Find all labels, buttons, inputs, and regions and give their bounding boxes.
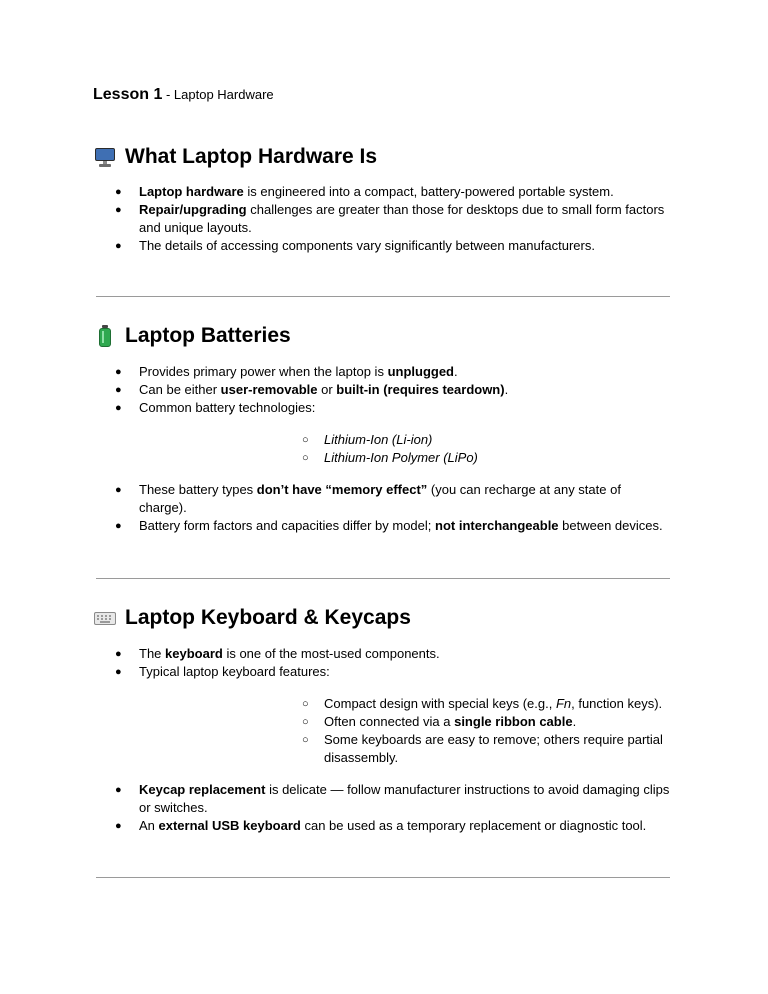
body-text: Typical laptop keyboard features: — [139, 664, 330, 679]
body-text: is engineered into a compact, battery-powered portable system. — [243, 184, 614, 199]
bullet-glyph: ● — [115, 784, 122, 796]
body-text: An — [139, 818, 159, 833]
sub-bullet-glyph: ○ — [302, 698, 309, 710]
sub-list-item — [139, 431, 670, 449]
bullet-list — [0, 183, 768, 255]
battery-icon — [94, 325, 116, 347]
italic-text: Fn — [555, 696, 572, 711]
body-text: , function keys). — [571, 696, 663, 711]
list-item — [0, 781, 768, 817]
body-text: can be used as a temporary replacement or diagnostic tool. — [300, 818, 647, 833]
body-text: These battery types — [139, 482, 257, 497]
list-item — [0, 201, 768, 237]
bullet-glyph: ● — [115, 240, 122, 252]
bullet-glyph: ● — [115, 402, 122, 414]
bullet-list — [0, 363, 768, 535]
bullet-glyph: ● — [115, 484, 122, 496]
section-title: What Laptop Hardware Is — [125, 145, 378, 168]
italic-text: Lithium-Ion Polymer (LiPo) — [324, 450, 478, 465]
body-text: or — [317, 382, 337, 397]
desktop-computer-icon — [94, 146, 116, 168]
list-item — [0, 381, 768, 399]
lesson-label: Lesson 1 — [93, 86, 163, 103]
body-text: is delicate — follow manufacturer instructions to avoid damaging clips or switches. — [139, 782, 670, 815]
bullet-glyph: ● — [115, 384, 122, 396]
bullet-list — [0, 645, 768, 835]
body-text: (you can recharge at any state of charge). — [139, 482, 621, 515]
body-text: Common battery technologies: — [139, 400, 316, 415]
bullet-glyph: ● — [115, 366, 122, 378]
bullet-glyph: ● — [115, 648, 122, 660]
list-item — [0, 237, 768, 255]
list-item — [0, 517, 768, 535]
section-divider — [96, 578, 670, 579]
body-text: Often connected via a — [324, 714, 455, 729]
section-heading — [94, 144, 377, 170]
bullet-glyph: ● — [115, 520, 122, 532]
section-heading — [94, 323, 291, 349]
section-title: Laptop Batteries — [125, 324, 291, 347]
body-text: . — [572, 714, 577, 729]
lesson-header — [93, 86, 274, 104]
body-text: . — [454, 364, 458, 379]
sub-bullet-glyph: ○ — [302, 716, 309, 728]
bullet-glyph: ● — [115, 666, 122, 678]
list-item — [0, 663, 768, 767]
bold-text: built-in (requires teardown) — [336, 382, 505, 397]
body-text: between devices. — [558, 518, 663, 533]
body-text: Some keyboards are easy to remove; others require partial disassembly. — [324, 732, 663, 765]
bold-text: keyboard — [165, 646, 223, 661]
bold-text: external USB keyboard — [158, 818, 301, 833]
body-text: The details of accessing components vary significantly between manufacturers. — [139, 238, 595, 253]
list-item — [0, 645, 768, 663]
section-divider — [96, 877, 670, 878]
lesson-separator: - — [162, 87, 174, 102]
bold-text: Keycap replacement — [139, 782, 266, 797]
body-text: Battery form factors and capacities differ by model; — [139, 518, 436, 533]
bold-text: user-removable — [220, 382, 318, 397]
section-title: Laptop Keyboard & Keycaps — [125, 606, 411, 629]
sub-list-item — [139, 449, 670, 467]
section-divider — [96, 296, 670, 297]
sub-bullet-glyph: ○ — [302, 452, 309, 464]
list-item — [0, 481, 768, 517]
sub-bullet-list — [139, 695, 670, 767]
list-item — [0, 399, 768, 467]
list-item — [0, 363, 768, 381]
bold-text: Laptop hardware — [139, 184, 244, 199]
sub-bullet-glyph: ○ — [302, 734, 309, 746]
body-text: Provides primary power when the laptop is — [139, 364, 388, 379]
sub-bullet-glyph: ○ — [302, 434, 309, 446]
sub-list-item — [139, 713, 670, 731]
body-text: . — [504, 382, 509, 397]
sub-bullet-list — [139, 431, 670, 467]
body-text: The — [139, 646, 166, 661]
body-text: challenges are greater than those for desktops due to small form factors and unique layouts. — [139, 202, 665, 235]
bullet-glyph: ● — [115, 820, 122, 832]
bullet-glyph: ● — [115, 204, 122, 216]
keyboard-icon — [94, 607, 116, 629]
body-text: is one of the most-used components. — [222, 646, 440, 661]
list-item — [0, 817, 768, 835]
sub-list-item — [139, 731, 670, 767]
list-item — [0, 183, 768, 201]
bold-text: don’t have “memory effect” — [256, 482, 428, 497]
bold-text: not interchangeable — [435, 518, 559, 533]
italic-text: Lithium-Ion (Li-ion) — [324, 432, 433, 447]
lesson-subtitle: Laptop Hardware — [173, 87, 274, 102]
section-heading — [94, 605, 411, 631]
bold-text: single ribbon cable — [454, 714, 573, 729]
bullet-glyph: ● — [115, 186, 122, 198]
bold-text: unplugged — [387, 364, 454, 379]
bold-text: Repair/upgrading — [139, 202, 247, 217]
body-text: Compact design with special keys (e.g., — [324, 696, 556, 711]
sub-list-item — [139, 695, 670, 713]
body-text: Can be either — [139, 382, 221, 397]
